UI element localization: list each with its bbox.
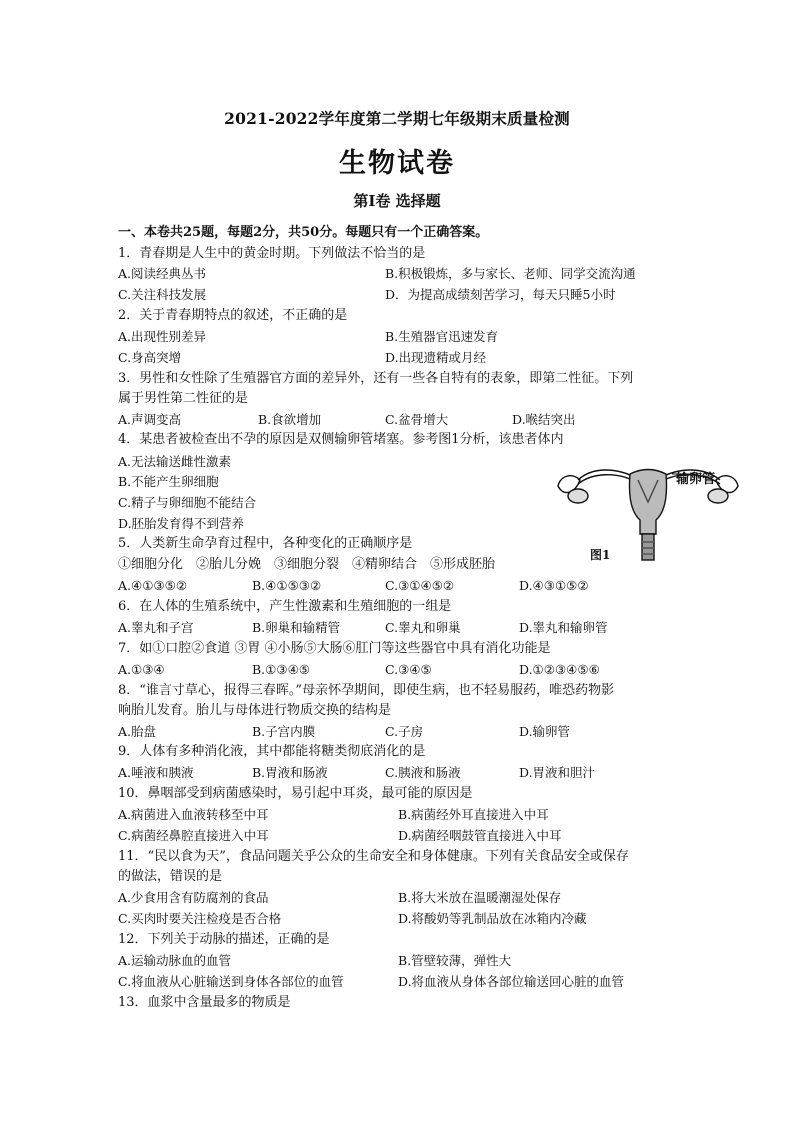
exam-title: 2021-2022学年度第二学期七年级期末质量检测: [224, 109, 570, 128]
question-11-option-a: A.少食用含有防腐剂的食品: [118, 890, 269, 905]
subject-title: 生物试卷: [339, 148, 455, 179]
vagina: [642, 534, 654, 560]
question-4-option-c: C.精子与卵细胞不能结合: [118, 495, 257, 510]
question-5-stem-line2: ①细胞分化 ②胎儿分娩 ③细胞分裂 ④精卵结合 ⑤形成胚胎: [118, 557, 496, 572]
question-2-option-a: A.出现性别差异: [118, 329, 207, 344]
question-11-option-c: C.买肉时要关注检疫是否合格: [118, 911, 282, 926]
question-9-stem: 9．人体有多种消化液，其中都能将糖类彻底消化的是: [118, 744, 426, 759]
question-6-option-d: D.睾丸和输卵管: [519, 620, 608, 635]
question-5-option-d: D.④③①⑤②: [519, 578, 589, 593]
left-ovary: [568, 489, 588, 503]
question-6-option-b: B.卵巢和输精管: [252, 620, 341, 635]
question-8-option-b: B.子宫内膜: [252, 724, 316, 739]
question-6-option-a: A.睾丸和子宫: [118, 620, 194, 635]
question-11-stem-line1: 11．“民以食为天”，食品问题关乎公众的生命安全和身体健康。下列有关食品安全或保存: [118, 849, 629, 864]
question-6-stem: 6．在人体的生殖系统中，产生性激素和生殖细胞的一组是: [118, 599, 452, 614]
question-2-stem: 2．关于青春期特点的叙述，不正确的是: [118, 308, 348, 323]
uterus-diagram: [548, 458, 748, 568]
question-1-option-a: A.阅读经典丛书: [118, 266, 207, 281]
question-3-stem-line1: 3．男性和女性除了生殖器官方面的差异外，还有一些各自特有的表象，即第二性征。下列: [118, 371, 634, 386]
question-5-option-c: C.③①④⑤②: [385, 578, 455, 593]
question-3-option-b: B.食欲增加: [258, 412, 322, 427]
question-4-option-a: A.无法输送雌性激素: [118, 454, 232, 469]
question-9-option-a: A.唾液和胰液: [118, 765, 194, 780]
question-7-option-d: D.①②③④⑤⑥: [519, 662, 600, 677]
question-7-stem: 7．如①口腔②食道 ③胃 ④小肠⑤大肠⑥肛门等这些器官中具有消化功能是: [118, 641, 551, 656]
section-title: 第Ⅰ卷 选择题: [353, 192, 441, 210]
question-9-option-c: C.胰液和肠液: [385, 765, 461, 780]
question-4-stem: 4．某患者被检查出不孕的原因是双侧输卵管堵塞。参考图1分析，该患者体内: [118, 432, 564, 447]
right-ovary: [708, 489, 728, 503]
question-13-stem: 13．血浆中含量最多的物质是: [118, 995, 291, 1010]
question-4-option-d: D.胚胎发育得不到营养: [118, 516, 245, 531]
question-12-option-c: C.将血液从心脏输送到身体各部位的血管: [118, 974, 344, 989]
question-5-stem-line1: 5．人类新生命孕育过程中，各种变化的正确顺序是: [118, 536, 413, 551]
question-2-option-c: C.身高突增: [118, 350, 182, 365]
question-10-option-b: B.病菌经外耳直接进入中耳: [398, 807, 549, 822]
instructions: 一、本卷共25题，每题2分，共50分。每题只有一个正确答案。: [118, 225, 489, 240]
question-2-option-b: B.生殖器官迅速发育: [385, 329, 499, 344]
question-1-option-d: D．为提高成绩刻苦学习，每天只睡5小时: [385, 287, 616, 302]
question-8-option-a: A.胎盘: [118, 724, 157, 739]
question-10-option-c: C.病菌经鼻腔直接进入中耳: [118, 828, 269, 843]
question-8-stem-line1: 8．“谁言寸草心，报得三春晖。”母亲怀孕期间，即使生病，也不轻易服药，唯恐药物影: [118, 683, 615, 698]
question-5-option-a: A.④①③⑤②: [118, 578, 188, 593]
question-11-option-d: D.将酸奶等乳制品放在冰箱内冷藏: [398, 911, 587, 926]
question-4-option-b: B.不能产生卵细胞: [118, 474, 219, 489]
question-11-option-b: B.将大米放在温暖潮湿处保存: [398, 890, 562, 905]
question-12-option-d: D.将血液从身体各部位输送回心脏的血管: [398, 974, 625, 989]
question-11-stem-line2: 的做法，错误的是: [118, 869, 223, 884]
question-7-option-b: B.①③④⑤: [252, 662, 310, 677]
figure-caption: 图1: [590, 548, 611, 562]
question-7-option-a: A.①③④: [118, 662, 165, 677]
question-8-option-d: D.输卵管: [519, 724, 571, 739]
question-3-option-c: C.盆骨增大: [385, 412, 449, 427]
question-1-option-b: B.积极锻炼，多与家长、老师、同学交流沟通: [385, 266, 636, 281]
question-7-option-c: C.③④⑤: [385, 662, 432, 677]
question-8-option-c: C.子房: [385, 724, 424, 739]
question-10-option-d: D.病菌经咽鼓管直接进入中耳: [398, 828, 562, 843]
question-6-option-c: C.睾丸和卵巢: [385, 620, 461, 635]
question-3-option-a: A.声调变高: [118, 412, 182, 427]
question-12-option-b: B.管壁较薄，弹性大: [398, 953, 512, 968]
question-12-stem: 12．下列关于动脉的描述，正确的是: [118, 932, 330, 947]
question-1-stem: 1．青春期是人生中的黄金时期。下列做法不恰当的是: [118, 246, 426, 261]
figure-label-fallopian-tube: 输卵管: [676, 472, 716, 487]
question-1-option-c: C.关注科技发展: [118, 287, 207, 302]
question-10-stem: 10．鼻咽部受到病菌感染时，易引起中耳炎，最可能的原因是: [118, 786, 473, 801]
question-12-option-a: A.运输动脉血的血管: [118, 953, 232, 968]
question-9-option-d: D.胃液和胆汁: [519, 765, 596, 780]
question-10-option-a: A.病菌进入血液转移至中耳: [118, 807, 269, 822]
question-5-option-b: B.④①⑤③②: [252, 578, 322, 593]
question-9-option-b: B.胃液和肠液: [252, 765, 328, 780]
question-3-stem-line2: 属于男性第二性征的是: [118, 391, 249, 406]
question-3-option-d: D.喉结突出: [512, 412, 576, 427]
question-2-option-d: D.出现遗精或月经: [385, 350, 487, 365]
question-8-stem-line2: 响胎儿发育。胎儿与母体进行物质交换的结构是: [118, 703, 392, 718]
